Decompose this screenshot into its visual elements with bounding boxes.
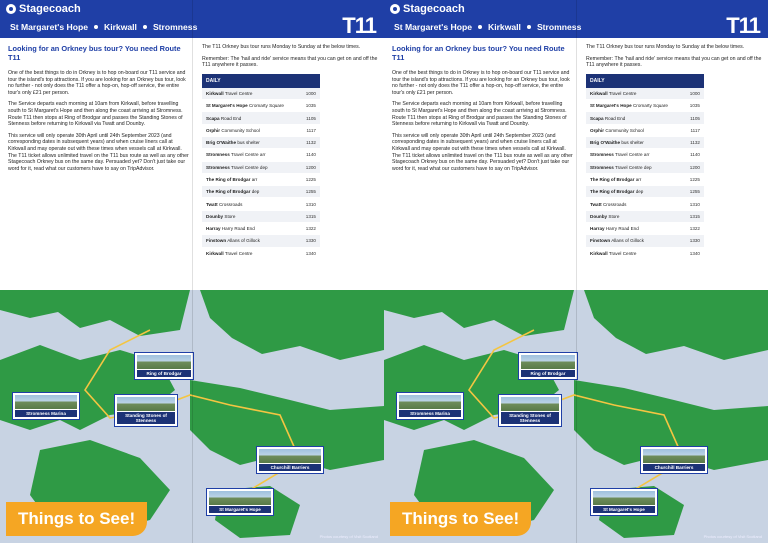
stop-cell: [202, 124, 299, 136]
map-label-stromness-marina: [396, 392, 464, 420]
stop-detail: Travel Centre arr: [230, 152, 266, 158]
timetable-row: [202, 161, 320, 173]
stop-cell: [202, 173, 299, 185]
intro-heading: Looking for an Orkney bus tour? You need Route T11: [8, 44, 181, 62]
photo-caption: Standing Stones of Stenness: [501, 412, 559, 424]
photo-image: [15, 395, 77, 409]
stop-name: St Margaret's Hope: [590, 103, 632, 109]
stop-detail: bus shelter: [621, 140, 644, 146]
intro-paragraph: The Service departs each morning at 10am from Kirkwall, before travelling south to St Margaret's Hope and then along the coast arriving at Stromness. Route T11 then stops at Ring of Brodgar and passes the Standing Stones of Stenness before returning to Kirkwall via Twatt and Dounby.: [392, 101, 567, 128]
stop-cell: [202, 186, 299, 198]
photo-caption: Stromness Marina: [399, 410, 461, 417]
map-label-st-margarets-hope: [206, 488, 274, 516]
stop-cell: [586, 149, 683, 161]
departure-time: 1117: [683, 124, 704, 136]
departure-time: 1315: [683, 210, 704, 222]
stop-detail: arr: [251, 177, 258, 182]
departure-time: 1330: [683, 235, 704, 247]
timetable-row: [586, 124, 704, 136]
stop-cell: [202, 100, 299, 112]
stagecoach-logo-icon: [6, 4, 16, 14]
timetable: [202, 74, 320, 260]
land-shape: [0, 290, 190, 336]
departure-time: 1105: [299, 112, 320, 124]
photo-image: [209, 491, 271, 505]
map-label-ring-of-brodgar: [518, 352, 578, 380]
intro-paragraph: One of the best things to do in Orkney is to hop on-board our T11 service and tour the island's top attractions. If you are looking for an Orkney bus tour, look no further - not only does the T11 offer a hop-on, hop-off service, the entire tour's only £21 per person.: [8, 70, 186, 96]
intro-paragraph: The Service departs each morning at 10am from Kirkwall, before travelling south to St Margaret's Hope and then along the coast arriving at Stromness. Route T11 then stops at Ring of Brodgar and passes the Standing Stones of Stenness before returning to Kirkwall via Twatt and Dounby.: [8, 101, 183, 128]
stop-detail: Store: [224, 213, 236, 219]
departure-time: 1310: [683, 198, 704, 210]
stop-name: Harray: [590, 226, 605, 232]
departure-time: 1000: [683, 88, 704, 100]
stop-cell: [202, 223, 299, 235]
departure-time: 1255: [683, 186, 704, 198]
stop-cell: [586, 88, 683, 100]
photo-image: [501, 397, 559, 411]
stop-name: Stromness: [590, 164, 614, 170]
departure-time: 1200: [299, 161, 320, 173]
timetable-row: [586, 235, 704, 247]
stop-detail: Allans of Gillock: [227, 238, 260, 244]
photo-caption: Ring of Brodgar: [521, 370, 575, 377]
stop-cell: [202, 149, 299, 161]
map-label-ring-of-brodgar: [134, 352, 194, 380]
stop-cell: [586, 247, 683, 259]
stop-cell: [202, 235, 299, 247]
stop-detail: Road End: [604, 115, 626, 121]
stop-cell: [202, 247, 299, 259]
departure-time: 1035: [683, 100, 704, 112]
stop-name: Harray: [206, 226, 221, 232]
photo-image: [593, 491, 655, 505]
timetable-row: [202, 235, 320, 247]
departure-time: 1117: [299, 124, 320, 136]
stop-label: St Margaret's Hope: [394, 22, 472, 32]
stop-detail: arr: [635, 177, 642, 182]
things-to-see-banner: Things to See!: [390, 502, 531, 536]
stop-name: Twatt: [206, 201, 218, 207]
photo-image: [259, 449, 321, 463]
stop-cell: [586, 198, 683, 210]
stagecoach-logo-icon: [390, 4, 400, 14]
timetable-body: [586, 88, 704, 260]
timetable-row: [202, 124, 320, 136]
stop-name: Scapa: [590, 115, 604, 121]
stop-cell: [202, 136, 299, 148]
stop-detail: Cromarty Square: [248, 103, 284, 109]
stop-name: Dounby: [590, 213, 608, 219]
stop-cell: [586, 210, 683, 222]
photo-caption: Ring of Brodgar: [137, 370, 191, 377]
departure-time: 1225: [299, 173, 320, 185]
brand-name: Stagecoach: [19, 3, 81, 15]
stop-label: St Margaret's Hope: [10, 22, 88, 32]
photo-image: [521, 355, 575, 369]
page-fold: [576, 0, 577, 543]
timetable-row: [202, 210, 320, 222]
land-shape: [200, 290, 384, 360]
photo-caption: St Margaret's Hope: [209, 506, 271, 513]
route-stops: [394, 22, 581, 32]
timetable-row: [586, 223, 704, 235]
stop-detail: Travel Centre: [608, 90, 637, 96]
departure-time: 1255: [299, 186, 320, 198]
departure-time: 1140: [683, 149, 704, 161]
stop-name: The Ring of Brodgar: [206, 177, 251, 182]
brand-logo: [6, 3, 81, 15]
stop-cell: [202, 161, 299, 173]
timetable-row: [586, 112, 704, 124]
stop-detail: Community School: [221, 127, 260, 133]
timetable-header: DAILY: [202, 74, 320, 88]
stop-cell: [586, 235, 683, 247]
timetable-row: [202, 112, 320, 124]
stop-cell: [586, 136, 683, 148]
timetable-row: [586, 247, 704, 259]
schedule-note: Remember: The 'hail and ride' service means that you can get on and off the T11 anywhere it passes.: [586, 55, 762, 69]
photo-caption: Stromness Marina: [15, 410, 77, 417]
stop-name: Kirkwall: [206, 250, 224, 256]
timetable-row: [202, 100, 320, 112]
photo-credit: Photos courtesy of Visit Scotland: [703, 534, 762, 539]
stop-name: Finstown: [206, 238, 227, 244]
stop-cell: [586, 161, 683, 173]
map-label-churchill-barriers: [256, 446, 324, 474]
route-stops: [10, 22, 197, 32]
photo-image: [643, 449, 705, 463]
departure-time: 1340: [683, 247, 704, 259]
stop-name: St Margaret's Hope: [206, 103, 248, 109]
land-shape: [384, 290, 574, 336]
things-to-see-banner: Things to See!: [6, 502, 147, 536]
stop-cell: [202, 198, 299, 210]
timetable-row: [202, 223, 320, 235]
intro-paragraph: This service will only operate 30th April until 24th September 2023 (and corresponding dates in subsequent years) and when cruise liners call at Kirkwall and may operate out with these times when vessels call at Kirkwall. The T11 ticket allows unlimited travel on the T11 bus route as well as any other Stagecoach Orkney bus on the same day. Persuaded yet? Don't just take our word for it, read what our customers have to say on TripAdvisor.: [8, 132, 189, 172]
stop-detail: Harry Road End: [605, 226, 639, 232]
timetable-row: [202, 149, 320, 161]
stop-name: Orphir: [206, 127, 221, 133]
stop-name: The Ring of Brodgar: [590, 177, 635, 182]
stop-detail: Harry Road End: [221, 226, 255, 232]
bullet-icon: [143, 25, 147, 29]
schedule-note: The T11 Orkney bus tour runs Monday to Sunday at the below times.: [202, 44, 361, 50]
stop-cell: [202, 112, 299, 124]
intro-column: [8, 44, 190, 177]
timetable-row: [586, 186, 704, 198]
departure-time: 1315: [299, 210, 320, 222]
timetable-row: [202, 186, 320, 198]
photo-image: [117, 397, 175, 411]
stop-name: Stromness: [206, 164, 230, 170]
timetable-row: [586, 210, 704, 222]
stop-name: Stromness: [206, 152, 230, 158]
timetable-row: [586, 198, 704, 210]
departure-time: 1140: [299, 149, 320, 161]
timetable-row: [586, 100, 704, 112]
timetable-row: [586, 161, 704, 173]
stop-detail: Crossroads: [218, 201, 243, 207]
route-code: T11: [726, 13, 760, 38]
photo-image: [399, 395, 461, 409]
timetable-row: [202, 247, 320, 259]
photo-caption: Churchill Barriers: [643, 464, 705, 471]
stop-cell: [586, 124, 683, 136]
timetable-row: [202, 136, 320, 148]
departure-time: 1310: [299, 198, 320, 210]
schedule-note: Remember: The 'hail and ride' service means that you can get on and off the T11 anywhere it passes.: [202, 55, 378, 69]
stop-detail: Community School: [605, 127, 644, 133]
route-code: T11: [342, 13, 376, 38]
stop-name: Finstown: [590, 238, 611, 244]
departure-time: 1105: [683, 112, 704, 124]
brand-logo: [390, 3, 465, 15]
stop-detail: Travel Centre: [224, 90, 253, 96]
departure-time: 1340: [299, 247, 320, 259]
stop-cell: [586, 173, 683, 185]
stop-name: Twatt: [590, 201, 602, 207]
stop-name: Kirkwall: [590, 90, 608, 96]
photo-credit: Photos courtesy of Visit Scotland: [319, 534, 378, 539]
map-label-churchill-barriers: [640, 446, 708, 474]
stop-detail: Store: [608, 213, 620, 219]
stop-name: Stromness: [590, 152, 614, 158]
bullet-icon: [478, 25, 482, 29]
stop-name: Brig O'Waithe: [206, 140, 237, 146]
stop-label: Kirkwall: [487, 22, 521, 32]
departure-time: 1132: [299, 136, 320, 148]
stop-detail: dep: [251, 189, 260, 195]
bullet-icon: [94, 25, 98, 29]
stop-detail: Travel Centre dep: [230, 164, 268, 170]
departure-time: 1322: [683, 223, 704, 235]
stop-detail: Travel Centre: [608, 250, 637, 256]
timetable-header: DAILY: [586, 74, 704, 88]
timetable-row: [202, 173, 320, 185]
timetable-row: [586, 136, 704, 148]
stop-cell: [586, 112, 683, 124]
land-shape: [584, 290, 768, 360]
stop-detail: Travel Centre dep: [614, 164, 652, 170]
departure-time: 1322: [299, 223, 320, 235]
stop-label: Stromness: [152, 22, 198, 32]
timetable: [586, 74, 704, 260]
departure-time: 1330: [299, 235, 320, 247]
timetable-row: [586, 149, 704, 161]
map-label-st-margarets-hope: [590, 488, 658, 516]
departure-time: 1035: [299, 100, 320, 112]
intro-paragraph: This service will only operate 30th April until 24th September 2023 (and corresponding dates in subsequent years) and when cruise liners call at Kirkwall and may operate out with these times when vessels call at Kirkwall. The T11 ticket allows unlimited travel on the T11 bus route as well as any other Stagecoach Orkney bus on the same day. Persuaded yet? Don't just take our word for it, read what our customers have to say on TripAdvisor.: [392, 132, 573, 172]
photo-caption: Churchill Barriers: [259, 464, 321, 471]
stop-detail: Road End: [220, 115, 242, 121]
schedule-column: [586, 44, 768, 260]
stop-name: Kirkwall: [206, 90, 224, 96]
departure-time: 1132: [683, 136, 704, 148]
stop-name: Dounby: [206, 213, 224, 219]
stop-cell: [586, 186, 683, 198]
stop-detail: bus shelter: [237, 140, 260, 146]
stop-name: Kirkwall: [590, 250, 608, 256]
bullet-icon: [527, 25, 531, 29]
timetable-row: [202, 88, 320, 100]
schedule-column: [202, 44, 384, 260]
stop-detail: Cromarty Square: [632, 103, 668, 109]
intro-column: [392, 44, 574, 177]
map-label-standing-stones: [498, 394, 562, 427]
stop-detail: Travel Centre: [224, 250, 253, 256]
departure-time: 1225: [683, 173, 704, 185]
stop-name: Orphir: [590, 127, 605, 133]
stop-detail: Travel Centre arr: [614, 152, 650, 158]
photo-image: [137, 355, 191, 369]
timetable-body: [202, 88, 320, 260]
timetable-row: [586, 173, 704, 185]
page-fold: [192, 0, 193, 543]
stop-name: The Ring of Brodgar: [590, 189, 635, 195]
intro-paragraph: One of the best things to do in Orkney is to hop on-board our T11 service and tour the island's top attractions. If you are looking for an Orkney bus tour, look no further - not only does the T11 offer a hop-on, hop-off service, the entire tour's only £21 per person.: [392, 70, 570, 96]
stop-cell: [202, 88, 299, 100]
map-label-stromness-marina: [12, 392, 80, 420]
stop-name: Brig O'Waithe: [590, 140, 621, 146]
map-label-standing-stones: [114, 394, 178, 427]
stop-cell: [586, 223, 683, 235]
timetable-row: [202, 198, 320, 210]
stop-detail: Crossroads: [602, 201, 627, 207]
stop-cell: [202, 210, 299, 222]
stop-cell: [586, 100, 683, 112]
schedule-note: The T11 Orkney bus tour runs Monday to Sunday at the below times.: [586, 44, 745, 50]
brand-name: Stagecoach: [403, 3, 465, 15]
photo-caption: Standing Stones of Stenness: [117, 412, 175, 424]
timetable-row: [586, 88, 704, 100]
stop-name: Scapa: [206, 115, 220, 121]
stop-label: Kirkwall: [103, 22, 137, 32]
departure-time: 1200: [683, 161, 704, 173]
departure-time: 1000: [299, 88, 320, 100]
stop-name: The Ring of Brodgar: [206, 189, 251, 195]
stop-label: Stromness: [536, 22, 582, 32]
stop-detail: dep: [635, 189, 644, 195]
stop-detail: Allans of Gillock: [611, 238, 644, 244]
photo-caption: St Margaret's Hope: [593, 506, 655, 513]
intro-heading: Looking for an Orkney bus tour? You need Route T11: [392, 44, 565, 62]
